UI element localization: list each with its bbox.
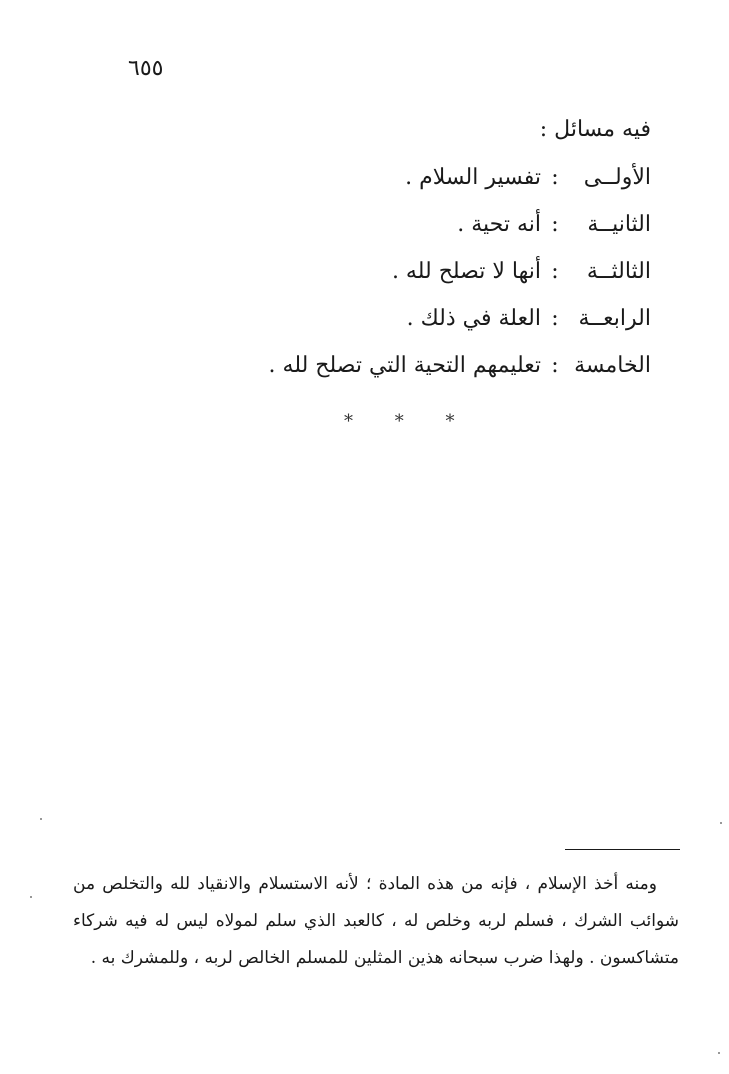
issue-row-first bbox=[91, 160, 651, 207]
scan-speck bbox=[720, 822, 722, 824]
issue-label: الأولــى bbox=[583, 165, 651, 190]
issue-colon: : bbox=[551, 353, 559, 378]
issue-row-third bbox=[91, 254, 651, 301]
page-number: ٦٥٥ bbox=[128, 56, 164, 81]
footnote-text: ومنه أخذ الإسلام ، فإنه من هذه المادة ؛ لأنه الاستسلام والانقياد لله والتخلص من شوائب الشرك ، فسلم لربه وخلص له ، كالعبد الذي سلم لمولاه ليس له فيه شركاء متشاكسون . ولهذا ضرب سبحانه هذين المثلين للمسلم الخالص لربه ، وللمشرك به . bbox=[73, 874, 679, 968]
footnote bbox=[73, 866, 679, 977]
issue-label: الثالثــة bbox=[586, 259, 651, 284]
section-separator: * * * bbox=[344, 411, 473, 432]
issue-colon: : bbox=[551, 212, 559, 237]
issue-text: أنها لا تصلح لله . bbox=[391, 259, 541, 284]
issue-row-fifth bbox=[91, 348, 651, 395]
footnote-divider bbox=[565, 849, 680, 850]
issue-colon: : bbox=[551, 259, 559, 284]
issue-row-second bbox=[91, 207, 651, 254]
issue-colon: : bbox=[551, 306, 559, 331]
issue-text: العلة في ذلك . bbox=[406, 306, 541, 331]
issue-label: الخامسة bbox=[574, 353, 651, 378]
main-text bbox=[91, 112, 651, 395]
issue-label: الثانيــة bbox=[587, 212, 651, 237]
scan-speck bbox=[718, 1052, 720, 1054]
issue-label: الرابعــة bbox=[578, 306, 651, 331]
issue-text: تفسير السلام . bbox=[405, 165, 541, 190]
scan-speck bbox=[30, 896, 32, 898]
issue-text: أنه تحية . bbox=[457, 212, 541, 237]
issue-text: تعليمهم التحية التي تصلح لله . bbox=[268, 353, 541, 378]
issues-heading: فيه مسائل : bbox=[539, 117, 651, 142]
issue-row-fourth bbox=[91, 301, 651, 348]
issue-colon: : bbox=[551, 165, 559, 190]
scan-speck bbox=[40, 818, 42, 820]
